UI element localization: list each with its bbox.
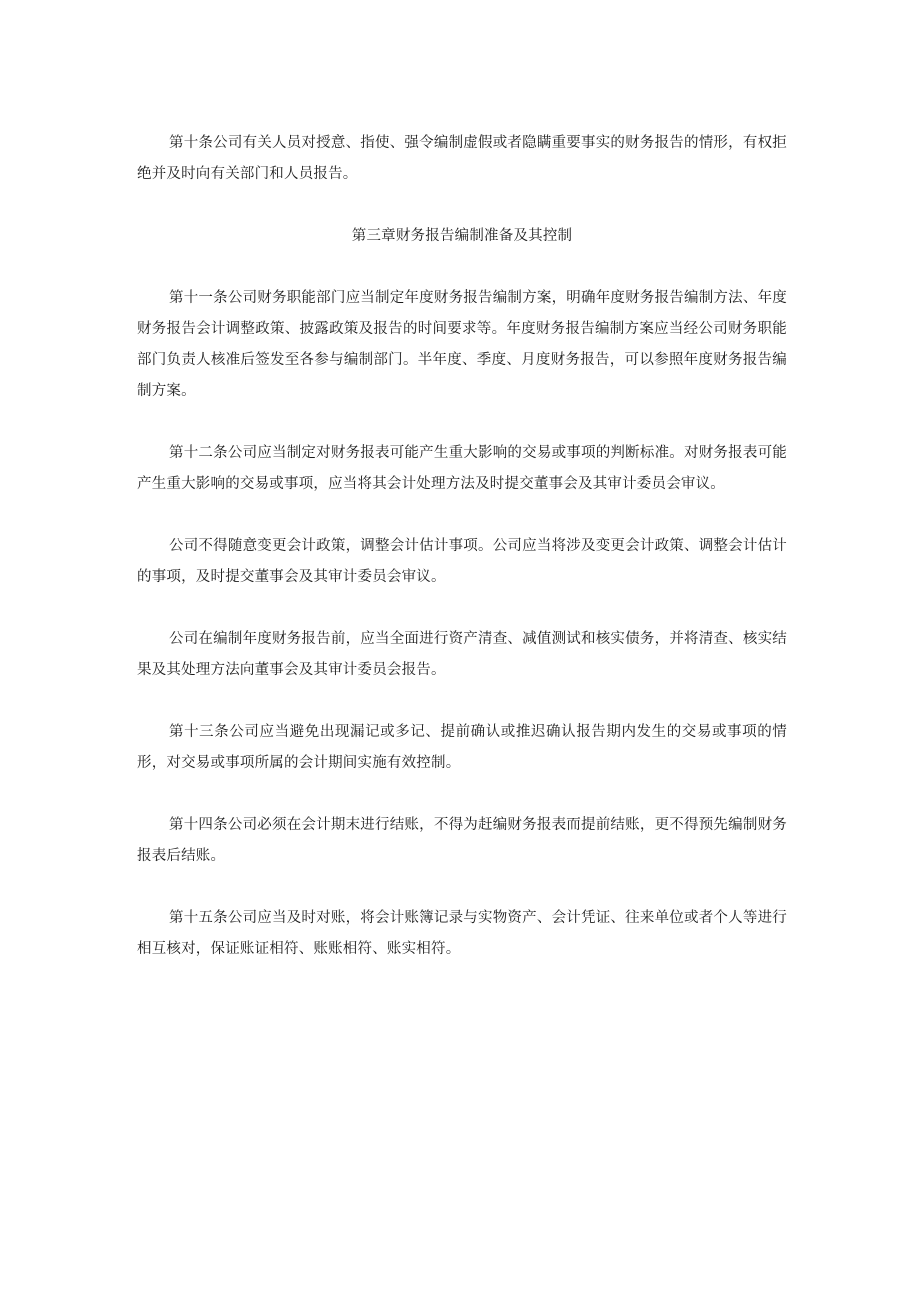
paragraph-article-14: 第十四条公司必须在会计期末进行结账，不得为赶编财务报表而提前结账，更不得预先编制财务报表后结账。 <box>137 817 787 864</box>
paragraph-article-15: 第十五条公司应当及时对账，将会计账簿记录与实物资产、会计凭证、往来单位或者个人等进行相互核对，保证账证相符、账账相符、账实相符。 <box>137 910 787 957</box>
document-body <box>137 128 787 996</box>
paragraph-asset-inventory: 公司在编制年度财务报告前，应当全面进行资产清查、减值测试和核实债务，并将清查、核实结果及其处理方法向董事会及其审计委员会报告。 <box>137 631 787 678</box>
paragraph-accounting-policy: 公司不得随意变更会计政策，调整会计估计事项。公司应当将涉及变更会计政策、调整会计估计的事项，及时提交董事会及其审计委员会审议。 <box>137 538 787 585</box>
paragraph-article-10: 第十条公司有关人员对授意、指使、强令编制虚假或者隐瞒重要事实的财务报告的情形，有权拒绝并及时向有关部门和人员报告。 <box>137 135 787 182</box>
paragraph-article-13: 第十三条公司应当避免出现漏记或多记、提前确认或推迟确认报告期内发生的交易或事项的情形，对交易或事项所属的会计期间实施有效控制。 <box>137 724 787 771</box>
chapter-heading: 第三章财务报告编制准备及其控制 <box>351 228 573 244</box>
paragraph-article-11: 第十一条公司财务职能部门应当制定年度财务报告编制方案，明确年度财务报告编制方法、年度财务报告会计调整政策、披露政策及报告的时间要求等。年度财务报告编制方案应当经公司财务职能部门负责人核准后签发至各参与编制部门。半年度、季度、月度财务报告，可以参照年度财务报告编制方案。 <box>137 290 787 399</box>
paragraph-article-12: 第十二条公司应当制定对财务报表可能产生重大影响的交易或事项的判断标准。对财务报表可能产生重大影响的交易或事项，应当将其会计处理方法及时提交董事会及其审计委员会审议。 <box>137 445 787 492</box>
